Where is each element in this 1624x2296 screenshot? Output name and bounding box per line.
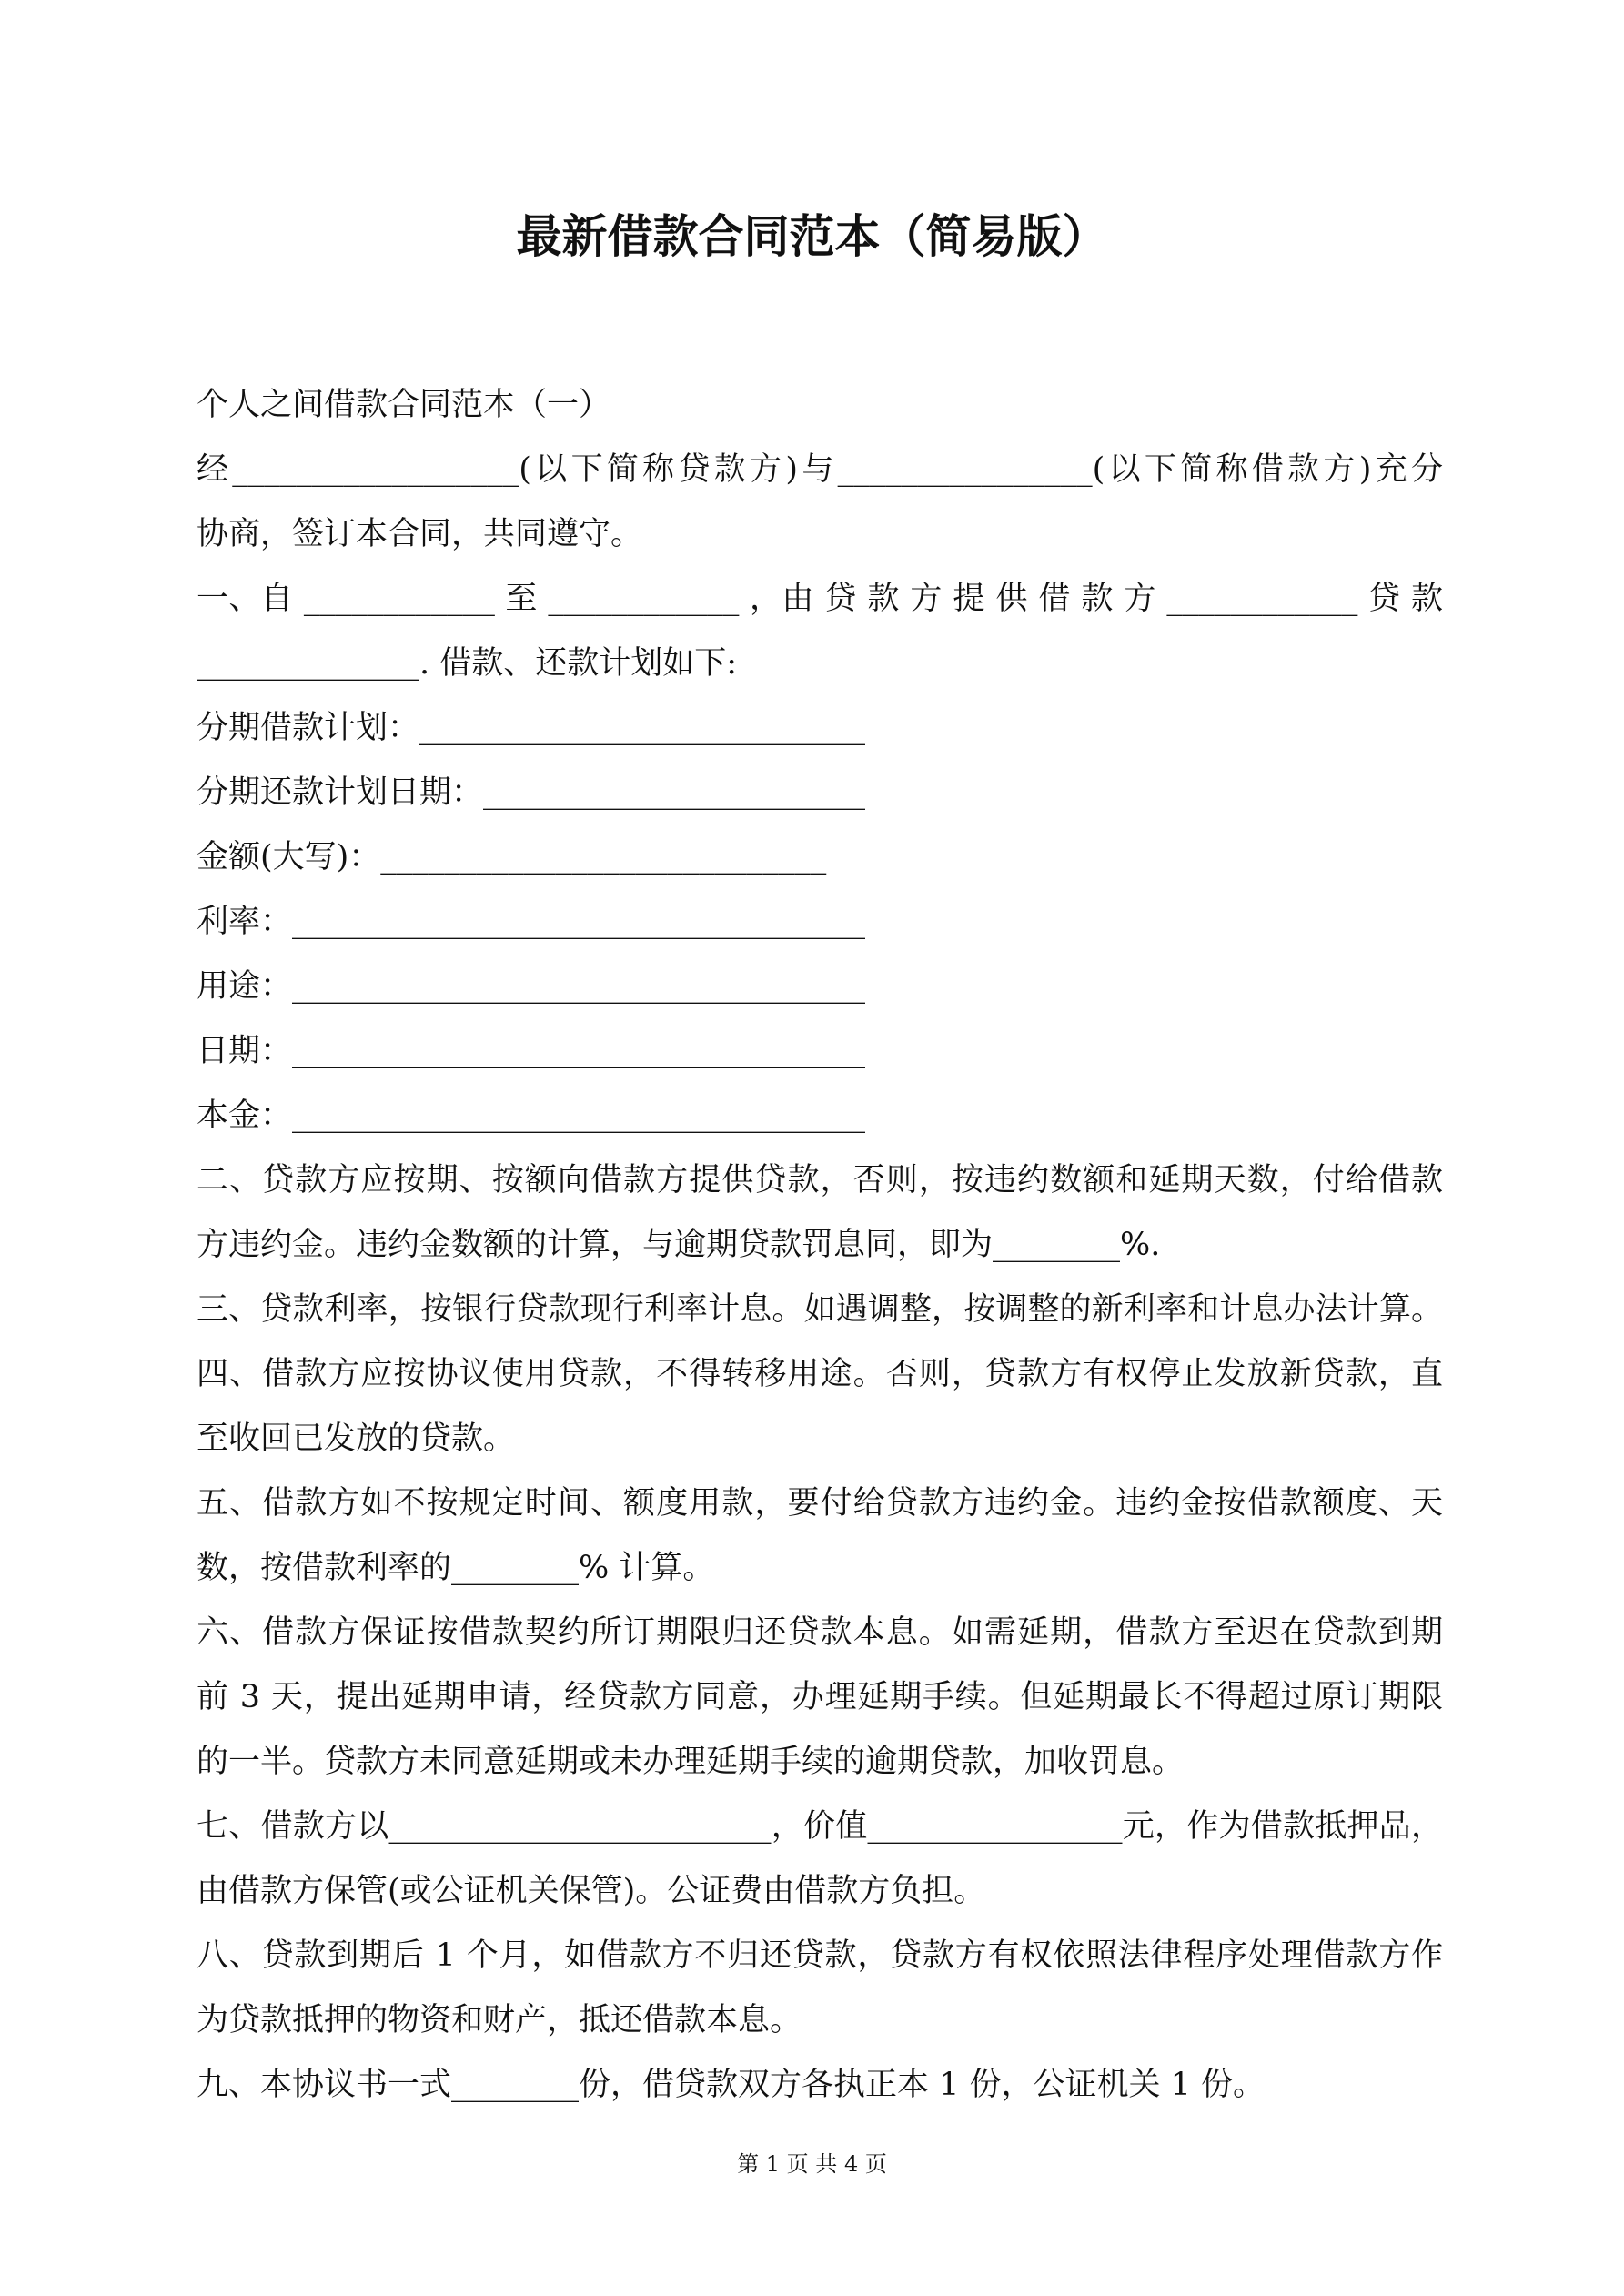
document-line: 本金：____________________________________ bbox=[197, 1097, 866, 1134]
document-line: 利率：____________________________________ bbox=[197, 904, 866, 940]
document-line: 二、贷款方应按期、按额向借款方提供贷款，否则，按违约数额和延期天数，付给借款 bbox=[197, 1162, 1443, 1199]
page-footer: 第 1 页 共 4 页 bbox=[737, 2151, 887, 2177]
document-line: 分期还款计划日期：________________________ bbox=[197, 774, 866, 811]
document-line: 分期借款计划：____________________________ bbox=[197, 710, 866, 746]
document-line: 数，按借款利率的________% 计算。 bbox=[197, 1550, 715, 1586]
document-line: 用途：____________________________________ bbox=[197, 968, 866, 1005]
document-line: 八、贷款到期后 1 个月，如借款方不归还贷款，贷款方有权依照法律程序处理借款方作 bbox=[197, 1937, 1443, 1974]
document-line: 六、借款方保证按借款契约所订期限归还贷款本息。如需延期，借款方至迟在贷款到期 bbox=[197, 1614, 1443, 1651]
document-line: 三、贷款利率，按银行贷款现行利率计息。如遇调整，按调整的新利率和计息办法计算。 bbox=[197, 1291, 1443, 1328]
document-line: 个人之间借款合同范本（一） bbox=[197, 387, 611, 423]
document-line: 为贷款抵押的物资和财产，抵还借款本息。 bbox=[197, 2002, 802, 2038]
document-line: 至收回已发放的贷款。 bbox=[197, 1421, 516, 1457]
document-line: 方违约金。违约金数额的计算，与逾期贷款罚息同，即为________%. bbox=[197, 1227, 1161, 1263]
document-line: 前 3 天，提出延期申请，经贷款方同意，办理延期手续。但延期最长不得超过原订期限 bbox=[197, 1679, 1443, 1715]
document-line: 由借款方保管(或公证机关保管)。公证费由借款方负担。 bbox=[197, 1873, 986, 1909]
document-line: 协商，签订本合同，共同遵守。 bbox=[197, 516, 643, 552]
document-body bbox=[197, 373, 1443, 2118]
document-line: 九、本协议书一式________份，借贷款双方各执正本 1 份，公证机关 1 份。 bbox=[197, 2067, 1266, 2103]
document-line: 四、借款方应按协议使用贷款，不得转移用途。否则，贷款方有权停止发放新贷款，直 bbox=[197, 1356, 1443, 1392]
document-line: 经__________________(以下简称贷款方)与________________(以下简称借款方)充分 bbox=[197, 451, 1443, 488]
document-line: 金额(大写)：____________________________ bbox=[197, 839, 827, 875]
document-line: ______________. 借款、还款计划如下: bbox=[197, 645, 738, 682]
document-line: 七、借款方以________________________，价值________________元，作为借款抵押品， bbox=[197, 1808, 1443, 1845]
document-line: 的一半。贷款方未同意延期或未办理延期手续的逾期贷款，加收罚息。 bbox=[197, 1744, 1185, 1780]
document-line: 五、借款方如不按规定时间、额度用款，要付给贷款方违约金。违约金按借款额度、天 bbox=[197, 1485, 1443, 1522]
document-line: 一、自 ____________ 至 ____________ ，由 贷 款 方 提 供 借 款 方 ____________ 贷 款 bbox=[197, 581, 1443, 617]
document-line: 日期：____________________________________ bbox=[197, 1033, 866, 1069]
document-title: 最新借款合同范本（简易版） bbox=[516, 209, 1108, 263]
